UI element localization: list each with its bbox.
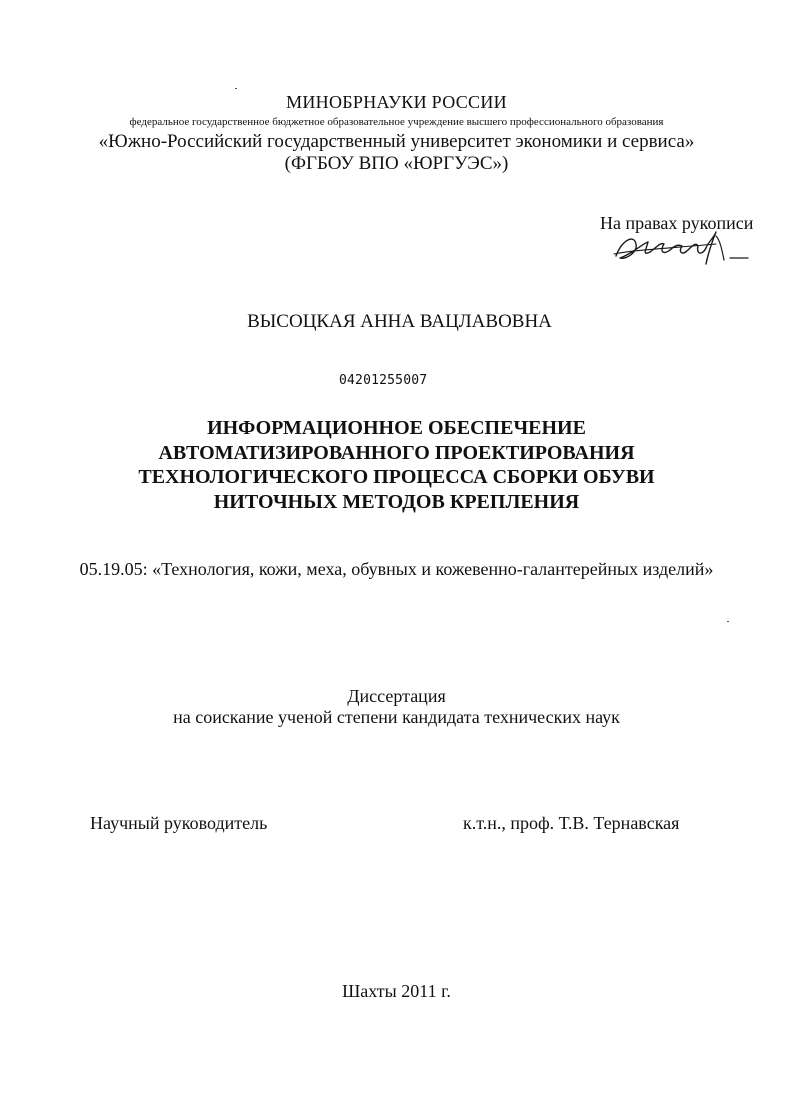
degree-description: на соискание ученой степени кандидата технических наук [173,707,620,727]
handwritten-signature [612,230,762,270]
scan-speck [235,88,237,89]
title-line: НИТОЧНЫХ МЕТОДОВ КРЕПЛЕНИЯ [213,490,580,513]
ministry-name: МИНОБРНАУКИ РОССИИ [286,92,507,112]
specialty-code: 05.19.05: «Технология, кожи, меха, обувных и кожевенно-галантерейных изделий» [79,559,714,579]
document-type: Диссертация [347,686,446,706]
dissertation-title [0,416,793,514]
supervisor-name: к.т.н., проф. Т.В. Тернавская [463,813,680,833]
university-name: «Южно-Российский государственный университет экономики и сервиса» [98,131,695,152]
title-line: ИНФОРМАЦИОННОЕ ОБЕСПЕЧЕНИЕ [207,417,586,439]
manuscript-rights-note: На правах рукописи [600,213,754,233]
city-year: Шахты 2011 г. [342,981,451,1001]
scan-speck [727,621,729,622]
title-line: АВТОМАТИЗИРОВАННОГО ПРОЕКТИРОВАНИЯ [158,441,635,464]
supervisor-label: Научный руководитель [90,813,268,833]
title-line: ТЕХНОЛОГИЧЕСКОГО ПРОЦЕССА СБОРКИ ОБУВИ [138,466,655,488]
institution-type: федеральное государственное бюджетное образовательное учреждение высшего профессионального образования [129,116,664,128]
university-abbreviation: (ФГБОУ ВПО «ЮРГУЭС») [284,153,509,174]
registration-code: 04201255007 [339,373,428,388]
author-name: ВЫСОЦКАЯ АННА ВАЦЛАВОВНА [247,311,552,332]
